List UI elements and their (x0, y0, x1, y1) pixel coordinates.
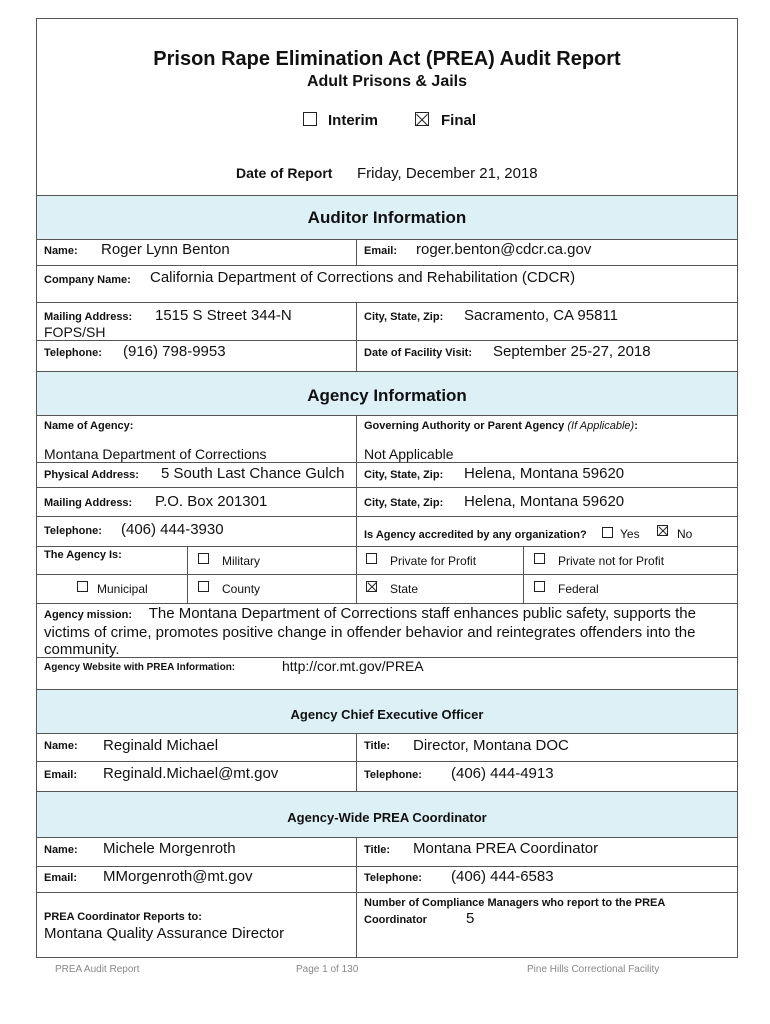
private-profit-label: Private for Profit (390, 554, 477, 568)
state-checkbox[interactable] (366, 581, 377, 592)
auditor-visit-date: September 25-27, 2018 (493, 343, 651, 360)
agency-mailing-city-label: City, State, Zip: (364, 497, 444, 509)
physical-address: 5 South Last Chance Gulch (161, 465, 345, 482)
accredited-no-checkbox[interactable] (657, 525, 668, 536)
agency-phone: (406) 444-3930 (121, 521, 224, 538)
municipal-checkbox[interactable] (77, 581, 88, 592)
county-label: County (222, 582, 261, 596)
private-nonprofit-checkbox[interactable] (534, 553, 545, 564)
ceo-name-label: Name: (44, 740, 78, 752)
ceo-email-label: Email: (44, 769, 78, 781)
federal-label: Federal (558, 582, 599, 596)
auditor-name-label: Name: (44, 245, 78, 257)
agency-name: Montana Department of Corrections (44, 446, 267, 462)
report-subtitle: Adult Prisons & Jails (306, 73, 468, 90)
auditor-company: California Department of Corrections and Rehabilitation (CDCR) (150, 269, 576, 286)
accredited-no-label: No (677, 527, 693, 541)
ceo-heading: Agency Chief Executive Officer (290, 707, 484, 722)
auditor-city: Sacramento, CA 95811 (464, 307, 618, 324)
governing-authority-label: Governing Authority or Parent Agency (If Applicable): (364, 420, 638, 432)
footer-page-number: Page 1 of 130 (296, 964, 359, 975)
date-of-report-label: Date of Report (236, 165, 333, 181)
ceo-phone-label: Telephone: (364, 769, 422, 781)
auditor-heading: Auditor Information (307, 208, 467, 227)
coordinator-phone: (406) 444-6583 (451, 868, 554, 885)
agency-mailing-city: Helena, Montana 59620 (464, 493, 625, 510)
coordinator-title-label: Title: (364, 844, 391, 856)
county-checkbox[interactable] (198, 581, 209, 592)
ceo-title: Director, Montana DOC (413, 737, 569, 754)
interim-checkbox[interactable] (303, 112, 317, 126)
auditor-mailing-label: Mailing Address: (44, 311, 133, 323)
auditor-name: Roger Lynn Benton (101, 241, 230, 258)
auditor-city-label: City, State, Zip: (364, 311, 444, 323)
mission-label: Agency mission: (44, 609, 133, 621)
date-of-report-value: Friday, December 21, 2018 (357, 165, 538, 182)
coordinator-name: Michele Morgenroth (103, 840, 236, 857)
agency-mission (44, 605, 728, 658)
website-label: Agency Website with PREA Information: (44, 662, 236, 673)
agency-name-label: Name of Agency: (44, 420, 134, 432)
coordinator-name-label: Name: (44, 844, 78, 856)
reports-to-label: PREA Coordinator Reports to: (44, 911, 202, 923)
interim-label: Interim (328, 112, 379, 129)
report-title: Prison Rape Elimination Act (PREA) Audit Report (153, 48, 621, 70)
agency-type-label: The Agency Is: (44, 549, 122, 561)
compliance-managers-count: 5 (466, 910, 475, 927)
private-profit-checkbox[interactable] (366, 553, 377, 564)
compliance-managers-label-2: Coordinator (364, 914, 427, 926)
auditor-phone-label: Telephone: (44, 347, 102, 359)
agency-heading: Agency Information (307, 386, 467, 405)
coordinator-title: Montana PREA Coordinator (413, 840, 599, 857)
federal-checkbox[interactable] (534, 581, 545, 592)
agency-mailing: P.O. Box 201301 (155, 493, 268, 510)
auditor-email-label: Email: (364, 245, 398, 257)
footer-report-name: PREA Audit Report (55, 964, 140, 975)
ceo-email: Reginald.Michael@mt.gov (103, 765, 279, 782)
auditor-mailing-line2: FOPS/SH (44, 324, 106, 340)
governing-authority-value: Not Applicable (364, 446, 454, 462)
state-label: State (390, 582, 419, 596)
military-checkbox[interactable] (198, 553, 209, 564)
coordinator-phone-label: Telephone: (364, 872, 422, 884)
agency-city-label: City, State, Zip: (364, 469, 444, 481)
accredited-yes-checkbox[interactable] (602, 527, 613, 538)
ceo-phone: (406) 444-4913 (451, 765, 554, 782)
compliance-managers-label-1: Number of Compliance Managers who report to the PREA (364, 897, 666, 909)
ceo-title-label: Title: (364, 740, 391, 752)
ceo-name: Reginald Michael (103, 737, 219, 754)
mission-text: The Montana Department of Corrections staff enhances public safety, supports the victims of crime, promotes positive change in offender behavior and reintegrates offenders into the community. (44, 605, 696, 658)
agency-mailing-label: Mailing Address: (44, 497, 133, 509)
auditor-email: roger.benton@cdcr.ca.gov (416, 241, 592, 258)
municipal-label: Municipal (97, 582, 148, 596)
final-checkbox[interactable] (415, 112, 429, 126)
auditor-mailing-line1: 1515 S Street 344-N (155, 307, 292, 324)
agency-phone-label: Telephone: (44, 525, 102, 537)
accredited-yes-label: Yes (620, 527, 640, 541)
footer-facility-name: Pine Hills Correctional Facility (527, 964, 660, 975)
accredited-label: Is Agency accredited by any organization? (364, 529, 587, 541)
coordinator-heading: Agency-Wide PREA Coordinator (287, 810, 487, 825)
private-nonprofit-label: Private not for Profit (558, 554, 665, 568)
agency-city: Helena, Montana 59620 (464, 465, 625, 482)
auditor-phone: (916) 798-9953 (123, 343, 226, 360)
reports-to-value: Montana Quality Assurance Director (44, 925, 285, 942)
coordinator-email: MMorgenroth@mt.gov (103, 868, 253, 885)
auditor-company-label: Company Name: (44, 274, 131, 286)
coordinator-email-label: Email: (44, 872, 78, 884)
physical-address-label: Physical Address: (44, 469, 139, 481)
final-label: Final (441, 112, 477, 129)
auditor-visit-label: Date of Facility Visit: (364, 347, 472, 359)
agency-website[interactable]: http://cor.mt.gov/PREA (282, 658, 424, 674)
military-label: Military (222, 554, 260, 568)
